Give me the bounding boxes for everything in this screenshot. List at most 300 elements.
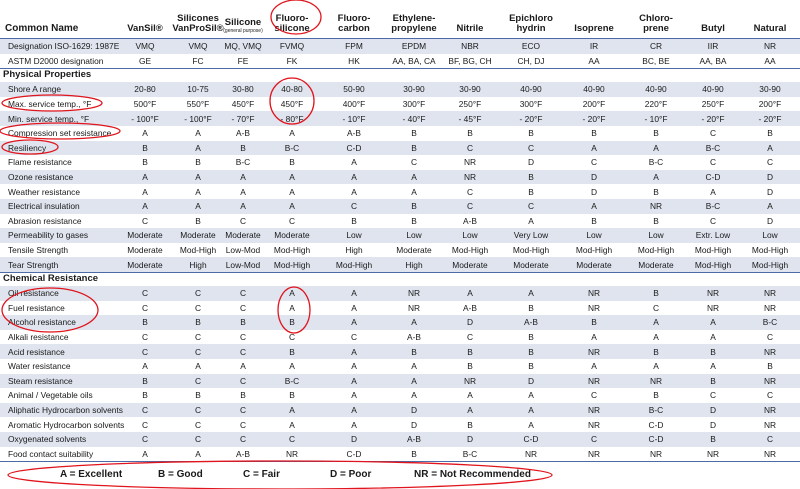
table-cell: B-C [462,448,478,459]
table-cell: B [767,128,773,139]
table-cell: FE [237,55,249,66]
table-cell: A [289,419,295,430]
table-row [0,243,800,258]
table-cell: VMQ [188,41,208,52]
table-cell: A [240,186,246,197]
table-cell: C [288,434,296,445]
table-cell: B [195,157,201,168]
table-cell: B [528,128,534,139]
column-header-8 [563,0,625,38]
table-cell: A [467,390,473,401]
table-cell: A [351,302,357,313]
table-cell: Mod-High [273,259,311,270]
table-cell: A [653,142,659,153]
table-cell: A-B [347,128,361,139]
table-cell: A [591,332,597,343]
legend-item: B = Good [158,469,203,480]
table-cell: C [709,215,717,226]
table-cell: ECO [521,41,541,52]
column-header-line: Isoprene [574,23,614,34]
table-cell: Mod-High [273,245,311,256]
table-cell: C [527,201,535,212]
table-cell: C [466,332,474,343]
column-header-line: carbon [338,23,370,34]
row-label: Oxygenated solvents [8,434,87,445]
table-cell: NR [587,302,601,313]
divider-rule [0,461,800,462]
table-row [0,184,800,199]
table-cell: EPDM [401,41,427,52]
table-cell: A [591,201,597,212]
table-cell: C [194,419,202,430]
table-cell: A [710,332,716,343]
table-cell: A [142,361,148,372]
table-cell: A [142,172,148,183]
table-cell: B [710,346,716,357]
table-cell: A [653,332,659,343]
table-cell: B [528,332,534,343]
table-cell: C-D [346,142,362,153]
column-header-line: Chloro- [639,13,673,24]
table-cell: B [240,317,246,328]
table-cell: - 45°F [458,113,482,124]
table-cell: D [590,186,598,197]
table-cell: C [410,157,418,168]
table-cell: A [351,405,357,416]
table-cell: NR [463,157,477,168]
table-cell: FPM [345,41,363,52]
table-cell: 40-90 [645,84,667,95]
table-cell: Mod-High [751,245,789,256]
table-cell: A [351,375,357,386]
table-cell: IR [589,41,599,52]
table-cell: A [289,186,295,197]
table-cell: AA [588,55,600,66]
table-cell: A [240,172,246,183]
row-label: Resiliency [8,142,47,153]
table-cell: A [411,317,417,328]
table-cell: C [194,434,202,445]
table-cell: B [289,317,295,328]
table-cell: Moderate [180,230,216,241]
table-cell: C [466,142,474,153]
table-cell: A [289,405,295,416]
table-cell: NR [763,41,777,52]
table-cell: Very Low [513,230,549,241]
table-cell: B-C [648,157,664,168]
table-cell: B [240,390,246,401]
table-cell: 250°F [458,99,482,110]
row-label: Alkali resistance [8,332,69,343]
table-cell: B [467,419,473,430]
table-cell: C [466,201,474,212]
column-header-10 [682,0,744,38]
table-cell: Low [762,230,778,241]
table-row [0,374,800,389]
column-header-common-name [0,0,120,38]
row-label: Compression set resistance [8,128,112,139]
table-row [0,403,800,418]
table-cell: 40-80 [281,84,303,95]
table-cell: 30-90 [759,84,781,95]
table-row [0,82,800,97]
table-cell: B [411,346,417,357]
table-cell: Moderate [638,259,674,270]
section-title: Physical Properties [3,69,92,81]
table-cell: B [710,434,716,445]
table-cell: HK [348,55,360,66]
table-cell: A [591,361,597,372]
table-cell: B [653,128,659,139]
table-cell: A [411,186,417,197]
table-cell: A [351,186,357,197]
table-cell: C [239,434,247,445]
table-cell: NR [763,419,777,430]
legend-item: D = Poor [330,469,372,480]
table-row [0,344,800,359]
table-cell: NR [763,448,777,459]
table-cell: Mod-High [575,245,613,256]
table-cell: Mod-High [751,259,789,270]
table-cell: B [528,186,534,197]
table-cell: C [766,434,774,445]
table-cell: C-D [523,434,539,445]
row-label: Animal / Vegetable oils [8,390,93,401]
column-header-label: Common Name [5,23,79,34]
table-cell: - 100°F [184,113,212,124]
table-cell: NR [587,375,601,386]
table-cell: B [411,201,417,212]
table-cell: 30-90 [403,84,425,95]
column-header-line: prene [643,23,669,34]
table-cell: A [653,172,659,183]
table-cell: C [194,288,202,299]
table-cell: Low-Mod [225,259,261,270]
row-label: Aliphatic Hydrocarbon solvents [8,405,123,416]
table-cell: B [142,157,148,168]
table-cell: A [289,302,295,313]
table-cell: B [351,215,357,226]
row-label: Fuel resistance [8,302,65,313]
divider-rule [0,68,800,69]
table-cell: D [766,186,774,197]
table-cell: B-C [705,201,721,212]
table-cell: A [195,172,201,183]
table-cell: 200°F [758,99,782,110]
table-cell: B-C [284,375,300,386]
row-label: Max. service temp., °F [8,99,92,110]
column-header-line: Nitrile [456,23,484,34]
table-cell: C [141,332,149,343]
table-cell: High [345,245,363,256]
table-cell: 300°F [519,99,543,110]
table-row [0,214,800,229]
table-cell: - 10°F [644,113,668,124]
table-cell: B [591,317,597,328]
row-label: Oil resistance [8,288,59,299]
table-cell: 30-80 [232,84,254,95]
table-cell: B [142,317,148,328]
table-cell: Mod-High [451,245,489,256]
table-cell: C [141,215,149,226]
table-cell: A [142,128,148,139]
table-cell: B [467,128,473,139]
table-cell: C [194,405,202,416]
table-cell: Moderate [127,230,163,241]
legend-item: C = Fair [243,469,280,480]
table-cell: D [709,419,717,430]
table-cell: B [195,317,201,328]
column-header-line: Fluoro- [337,13,371,24]
table-cell: A-B [524,317,538,328]
table-row [0,286,800,301]
table-cell: C [194,346,202,357]
table-cell: 220°F [644,99,668,110]
table-cell: 450°F [280,99,304,110]
row-label: Weather resistance [8,186,80,197]
table-cell: A-B [463,215,477,226]
table-cell: VMQ [135,41,155,52]
table-cell: Moderate [274,230,310,241]
table-cell: NBR [461,41,479,52]
table-cell: 20-80 [134,84,156,95]
table-cell: C [288,215,296,226]
table-cell: A [195,201,201,212]
table-cell: D [466,317,474,328]
table-cell: C-D [648,419,664,430]
table-row [0,417,800,432]
table-cell: C [466,186,474,197]
table-cell: NR [706,302,720,313]
table-cell: BC, BE [642,55,670,66]
table-cell: C [239,302,247,313]
table-cell: D [590,172,598,183]
table-cell: A-B [407,434,421,445]
table-cell: AA [764,55,776,66]
table-cell: A [289,172,295,183]
table-cell: 500°F [133,99,157,110]
table-cell: B [528,346,534,357]
table-cell: C [766,390,774,401]
table-row [0,54,800,69]
column-header-line: Butyl [701,23,725,34]
table-cell: BF, BG, CH [448,55,492,66]
table-cell: Moderate [127,245,163,256]
table-row [0,330,800,345]
row-label: ASTM D2000 designation [8,55,104,66]
table-cell: GE [138,55,152,66]
table-cell: A [710,186,716,197]
table-row [0,301,800,316]
table-cell: 550°F [186,99,210,110]
table-cell: D [527,375,535,386]
table-row [0,39,800,54]
table-cell: B [411,128,417,139]
table-cell: NR [763,375,777,386]
table-cell: - 20°F [582,113,606,124]
column-header-9 [625,0,687,38]
table-cell: A [351,346,357,357]
table-cell: A [467,405,473,416]
table-cell: C [239,405,247,416]
legend-item: NR = Not Recommended [414,469,531,480]
column-header-line: silicone [274,23,310,34]
column-header-line: propylene [391,23,437,34]
table-cell: B [142,390,148,401]
table-cell: C [141,288,149,299]
table-cell: A [528,288,534,299]
table-cell: A [467,288,473,299]
column-header-line: Fluoro- [275,13,309,24]
table-cell: B [142,375,148,386]
table-cell: B [142,142,148,153]
table-cell: Moderate [127,259,163,270]
table-cell: A [240,201,246,212]
table-cell: B-C [235,157,251,168]
table-cell: D [466,434,474,445]
table-cell: D [709,405,717,416]
table-cell: - 10°F [342,113,366,124]
table-cell: B [240,142,246,153]
table-cell: A [240,361,246,372]
table-cell: A [767,142,773,153]
table-cell: CH, DJ [517,55,545,66]
table-row [0,447,800,462]
table-cell: 30-90 [459,84,481,95]
table-cell: B-C [762,317,778,328]
table-cell: - 70°F [231,113,255,124]
table-cell: A [195,448,201,459]
table-cell: D [350,434,358,445]
column-header-6 [439,0,501,38]
table-cell: B [591,128,597,139]
table-cell: B [653,186,659,197]
table-cell: C [194,332,202,343]
table-cell: Mod-High [335,259,373,270]
row-label: Water resistance [8,361,71,372]
table-cell: NR [463,375,477,386]
table-cell: - 20°F [701,113,725,124]
table-cell: B [411,142,417,153]
column-header-3 [261,0,323,38]
table-cell: - 20°F [758,113,782,124]
table-cell: NR [649,201,663,212]
table-cell: Low [586,230,602,241]
row-label: Electrical insulation [8,201,80,212]
table-cell: B [467,361,473,372]
table-cell: - 40°F [402,113,426,124]
table-cell: B [653,215,659,226]
table-cell: B [289,157,295,168]
table-cell: 40-90 [702,84,724,95]
table-cell: A [710,317,716,328]
table-cell: C [239,419,247,430]
table-cell: A [351,288,357,299]
row-label: Acid resistance [8,346,65,357]
table-cell: 40-90 [520,84,542,95]
table-row [0,141,800,156]
table-cell: Low [346,230,362,241]
table-cell: NR [285,448,299,459]
table-cell: Mod-High [637,245,675,256]
table-cell: Mod-High [694,259,732,270]
table-cell: B [653,346,659,357]
table-cell: High [189,259,207,270]
table-cell: C [709,157,717,168]
table-cell: C [194,375,202,386]
table-cell: B [528,361,534,372]
table-cell: A [289,361,295,372]
table-cell: NR [763,302,777,313]
table-cell: C [652,302,660,313]
table-cell: Moderate [396,245,432,256]
column-header-line: Natural [753,23,787,34]
table-row [0,432,800,447]
row-label: Steam resistance [8,375,73,386]
table-cell: NR [463,172,477,183]
table-cell: A [528,405,534,416]
table-cell: A-B [407,332,421,343]
table-cell: Low [406,230,422,241]
table-cell: B [411,215,417,226]
table-cell: FK [286,55,298,66]
table-cell: B [767,361,773,372]
table-row [0,97,800,112]
table-cell: C-D [705,172,721,183]
table-cell: 400°F [342,99,366,110]
table-cell: B [653,288,659,299]
column-header-line: Epichloro [509,13,553,24]
table-cell: Moderate [225,230,261,241]
table-cell: A [528,390,534,401]
table-row [0,199,800,214]
table-cell: B [411,448,417,459]
column-header-11 [739,0,800,38]
table-cell: NR [407,288,421,299]
table-cell: C [709,390,717,401]
table-cell: A [411,172,417,183]
row-label: Abrasion resistance [8,215,82,226]
table-cell: Mod-High [512,245,550,256]
table-cell: FC [192,55,204,66]
table-cell: B-C [648,405,664,416]
column-header-5 [383,0,445,38]
table-row [0,170,800,185]
row-label: Shore A range [8,84,62,95]
table-cell: 450°F [231,99,255,110]
table-cell: D [410,419,418,430]
table-cell: 10-75 [187,84,209,95]
table-cell: C [527,142,535,153]
table-cell: NR [706,288,720,299]
table-cell: A [351,172,357,183]
table-cell: 250°F [701,99,725,110]
table-cell: NR [649,375,663,386]
table-cell: C [590,390,598,401]
table-cell: NR [706,448,720,459]
legend-item: A = Excellent [60,469,123,480]
table-cell: A [710,361,716,372]
table-cell: A [195,128,201,139]
table-cell: Mod-High [694,245,732,256]
table-cell: - 100°F [131,113,159,124]
table-cell: B [289,390,295,401]
table-cell: B [710,375,716,386]
table-cell: NR [587,405,601,416]
table-row [0,388,800,403]
table-cell: D [766,215,774,226]
row-label: Alcohol resistance [8,317,76,328]
